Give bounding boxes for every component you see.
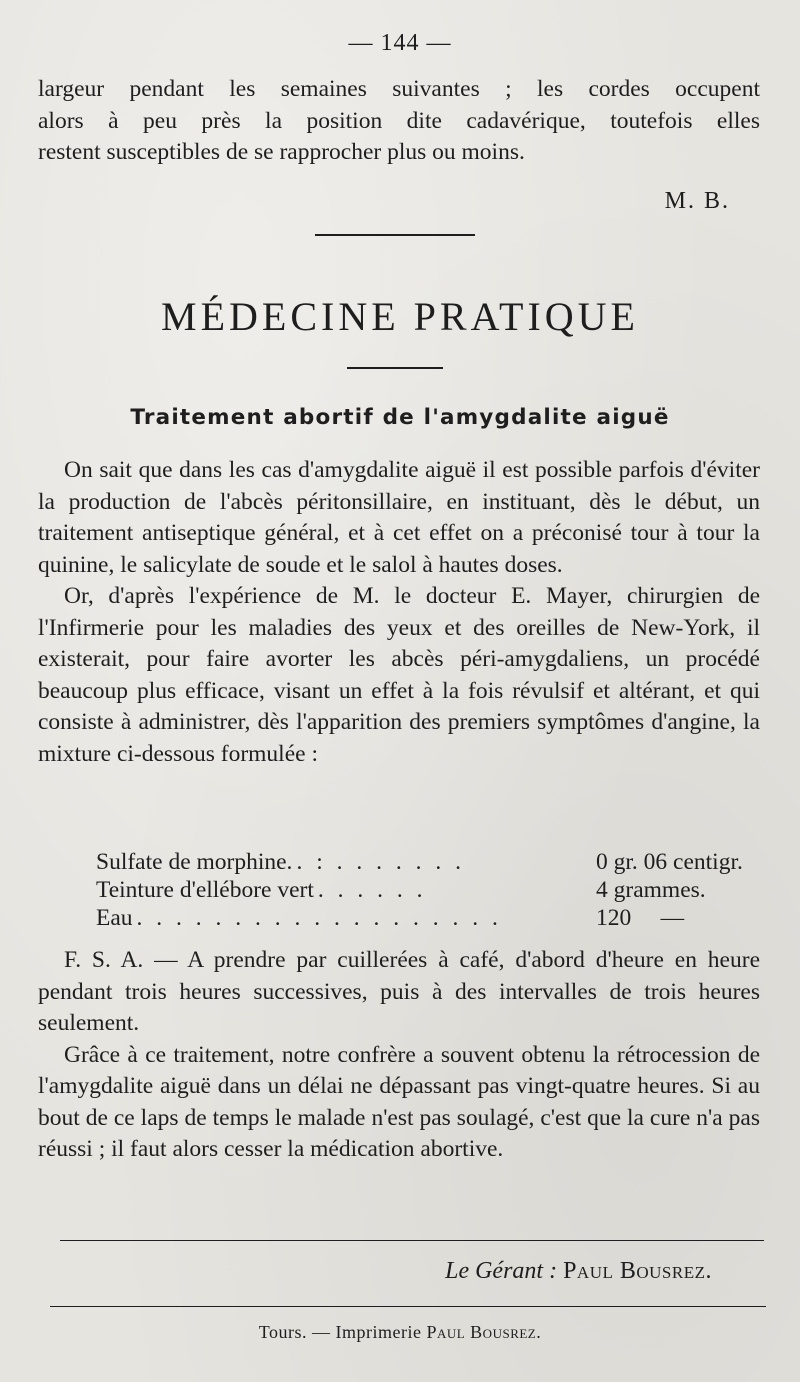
divider-imprint [50,1306,766,1307]
recipe-row [96,876,766,904]
article-title: Traitement abortif de l'amygdalite aiguë [130,405,670,430]
divider-title [347,367,443,369]
signature: M. B. [664,188,730,214]
page-number: — 144 — [348,30,452,56]
recipe-ingredient: Eau [96,905,133,931]
printer-name: Paul Bousrez. [426,1322,542,1342]
printer-imprint [0,1322,800,1343]
article-body-1 [38,455,760,770]
paragraph-3: F. S. A. — A prendre par cuillerées à café, d'abord d'heure en heure pendant trois heures successives, puis à des intervalles de trois heures seulement. [38,947,760,1036]
recipe-quantity: 120 — [596,905,685,931]
recipe-leader: . . . . . . [317,877,427,903]
recipe-table [96,848,766,932]
paragraph-1: On sait que dans les cas d'amygdalite aiguë il est possible parfois d'éviter la production de l'abcès péritonsillaire, en instituant, dès le début, un traitement antiseptique général, et à cet effet on a préconisé tour à tour la quinine, le salicylate de soude et le salol à hautes doses. [38,457,760,578]
gerant-label: Le Gérant : [445,1258,558,1284]
paragraph-2: Or, d'après l'expérience de M. le docteur E. Mayer, chirurgien de l'Infirmerie pour les maladies des yeux et des oreilles de New-York, il existerait, pour faire avorter les abcès péri-amygdaliens, un procédé beaucoup plus efficace, visant un effet à la fois révulsif et altérant, et qui consiste à administrer, dès l'apparition des premiers symptômes d'angine, la mixture ci-dessous formulée : [38,583,760,767]
recipe-quantity: 0 gr. 06 centigr. [596,849,743,875]
intro-line-3: restent susceptibles de se rapprocher plus ou moins. [38,139,525,165]
recipe-row [96,848,766,876]
section-title: MÉDECINE PRATIQUE [161,294,639,339]
recipe-ingredient: Sulfate de morphine. [96,849,293,875]
paragraph-4: Grâce à ce traitement, notre confrère a souvent obtenu la rétrocession de l'amygdalite aiguë dans un délai ne dépassant pas vingt-quatre heures. Si au bout de ce laps de temps le malade n'est pas soulagé, c'est que la cure n'a pas réussi ; il faut alors cesser la médication abortive. [38,1041,760,1162]
recipe-leader: . . . . . . . . . . . . . . . . . . . [136,905,502,931]
gerant-name: Paul Bousrez. [563,1258,712,1284]
article-body-2 [38,945,760,1166]
recipe-quantity: 4 grammes. [596,877,706,903]
intro-line-1: largeur pendant les semaines suivantes ; les cordes occupent [38,76,760,102]
intro-line-2: alors à peu près la position dite cadavérique, toutefois elles [38,107,760,134]
divider-footer [60,1240,764,1241]
gerant-line [445,1258,712,1285]
divider-top [315,234,475,236]
recipe-leader: . : . . . . . . . [296,849,465,875]
recipe-ingredient: Teinture d'ellébore vert [96,877,314,903]
printer-city: Tours. — Imprimerie [258,1322,422,1342]
intro-text [38,74,760,169]
recipe-row [96,904,766,932]
